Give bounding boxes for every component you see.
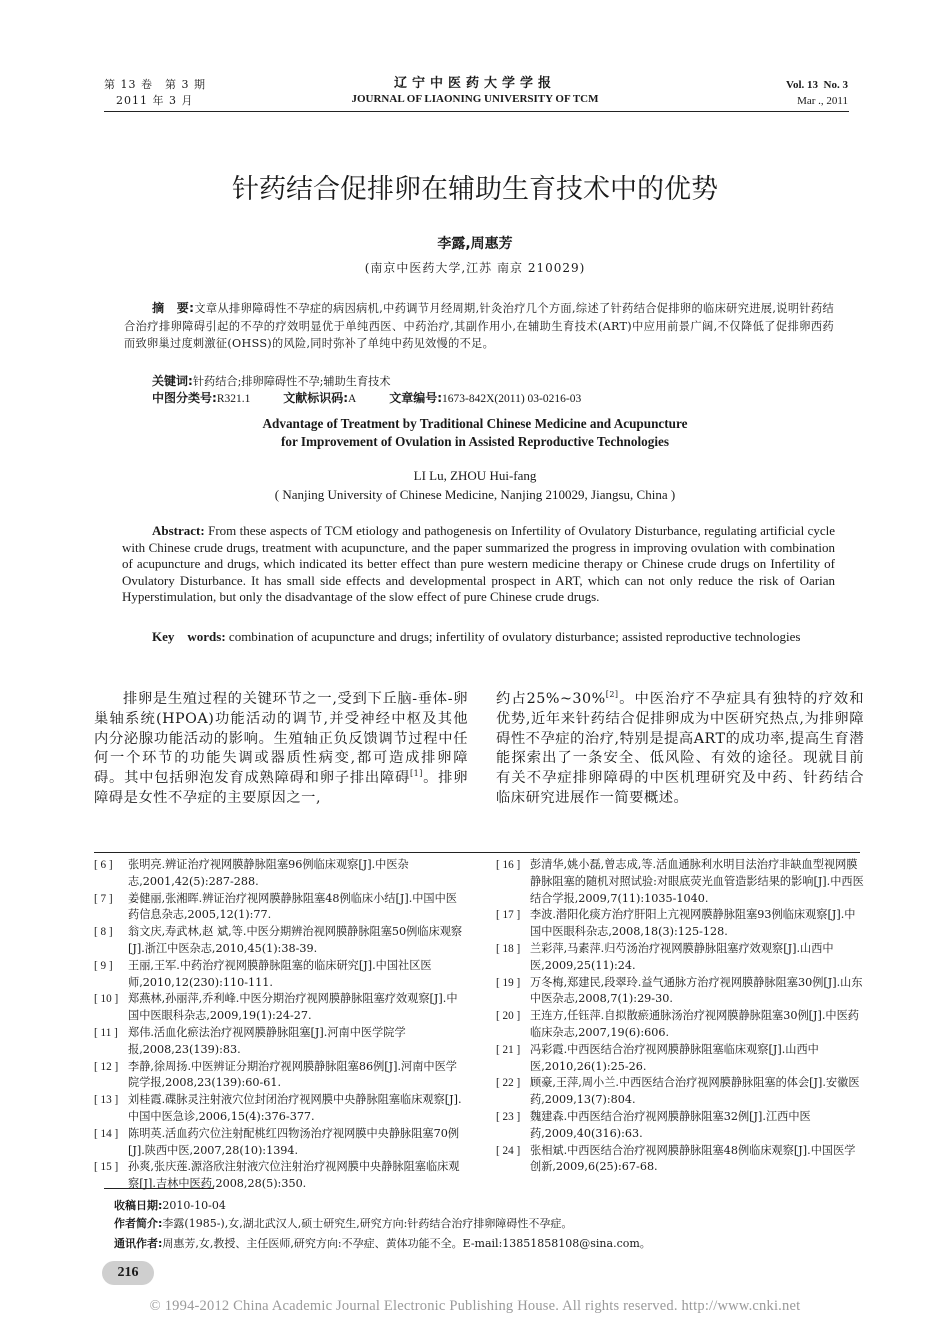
reference-text: 孙爽,张庆莲.源洛欣注射液穴位注射治疗视网膜中央静脉阻塞临床观察[J].吉林中医药,2008,28(5):350.: [128, 1160, 460, 1191]
reference-text: 李静,徐周扬.中医辨证分期治疗视网膜静脉阻塞86例[J].河南中医学院学报,2008,23(139):60-61.: [128, 1059, 457, 1090]
body-right-text-a: 约占25%~30%: [496, 691, 606, 707]
body-text-right: [496, 690, 864, 809]
header-issue: [104, 77, 206, 109]
reference-text: 兰彩萍,马素萍.归芍汤治疗视网膜静脉阻塞疗效观察[J].山西中医,2009,25(11):24.: [530, 941, 834, 972]
references-right: [496, 857, 864, 1176]
reference-text: 冯彩霞.中西医结合治疗视网膜静脉阻塞临床观察[J].山西中医,2010,26(1):25-26.: [530, 1042, 819, 1073]
reference-item: [496, 1143, 864, 1177]
reference-number: [ 14 ]: [94, 1127, 119, 1140]
article-authors-en: LI Lu, ZHOU Hui-fang: [413, 468, 537, 483]
reference-item: [94, 857, 468, 891]
reference-number: [ 12 ]: [94, 1060, 119, 1073]
header-rule: [104, 111, 849, 112]
reference-number: [ 21 ]: [496, 1043, 521, 1056]
header-date: 2011 年 3 月: [116, 94, 194, 107]
body-left-text-b: 。排卵障碍是女性不孕症的主要原因之一,: [94, 770, 469, 806]
article-affiliation-en: ( Nanjing University of Chinese Medicine, Nanjing 210029, Jiangsu, China ): [274, 487, 676, 502]
reference-number: [ 9 ]: [94, 959, 113, 972]
reference-number: [ 20 ]: [496, 1010, 521, 1023]
references-left: [94, 857, 468, 1193]
reference-item: [94, 924, 468, 958]
footnote-rule: [104, 1188, 214, 1189]
reference-item: [496, 1042, 864, 1076]
reference-item: [496, 1008, 864, 1042]
keywords-cn-label: 关键词:: [152, 374, 193, 388]
keywords-cn-text: 针药结合;排卵障碍性不孕;辅助生育技术: [192, 375, 391, 388]
page-number: 216: [102, 1261, 154, 1285]
reference-text: 刘桂霞.碟脉灵注射液穴位封闭治疗视网膜中央静脉阻塞临床观察[J].中国中医急诊,2006,15(4):376-377.: [128, 1093, 462, 1123]
reference-text: 陈明英.活血药穴位注射配桃红四物汤治疗视网膜中央静脉阻塞70例[J].陕西中医,2007,28(10):1394.: [128, 1126, 460, 1157]
journal-name-cn: 辽宁中医药大学学报: [393, 76, 556, 91]
journal-name-en: JOURNAL OF LIAONING UNIVERSITY OF TCM: [351, 93, 599, 105]
reference-number: [ 22 ]: [496, 1077, 521, 1090]
reference-item: [94, 1025, 468, 1059]
author-bio-value: 李露(1985-),女,湖北武汉人,硕士研究生,研究方向:针药结合治疗排卵障碍性不孕症。: [162, 1217, 573, 1230]
footnote-received: [114, 1198, 226, 1214]
reference-number: [ 24 ]: [496, 1144, 521, 1157]
reference-number: [ 8 ]: [94, 926, 113, 939]
header-volume-issue: 第 13 卷 第 3 期: [104, 78, 206, 91]
clc-label: 中图分类号:: [152, 391, 217, 405]
reference-item: [496, 975, 864, 1009]
header-vol: Vol. 13: [786, 79, 819, 91]
reference-text: 姜健丽,张湘晖.辨证治疗视网膜静脉阻塞48例临床小结[J].中国中医药信息杂志,2005,12(1):77.: [128, 891, 457, 922]
reference-text: 顾豪,王萍,周小兰.中西医结合治疗视网膜静脉阻塞的体会[J].安徽医药,2009,13(7):804.: [530, 1076, 860, 1107]
reference-number: [ 23 ]: [496, 1110, 521, 1123]
body-text-left: [94, 690, 468, 809]
classification-row: [152, 390, 792, 408]
received-value: 2010-10-04: [162, 1199, 226, 1212]
reference-item: [94, 1126, 468, 1160]
keywords-en-label: Key words:: [152, 629, 226, 644]
body-right-text-b: 。中医治疗不孕症具有独特的疗效和优势,近年来针药结合促排卵成为中医研究热点,为排卵障碍性不孕症的治疗,特别是提高ART的成功率,提高生育潜能探索出了一条安全、低风险、有效的途径。现就目前有关不孕症排卵障碍的中医机理研究及中药、针药结合临床研究进展作一简要概述。: [496, 691, 864, 806]
reference-item: [496, 1075, 864, 1109]
reference-number: [ 6 ]: [94, 859, 113, 871]
abstract-cn-label: 摘 要:: [152, 301, 195, 315]
header-vol-en: [738, 77, 848, 109]
abstract-cn-text: 文章从排卵障碍性不孕症的病因病机,中药调节月经周期,针灸治疗几个方面,综述了针药结合促排卵的临床研究进展,说明针药结合治疗排卵障碍引起的不孕的疗效明显优于单纯西医、中药治疗,其副作用小,在辅助生育技术(ART)中应用前景广阔,不仅降低了促排卵西药而致卵巢过度刺激征(OHSS)的风险,同时弥补了单纯中药见效慢的不足。: [124, 302, 834, 350]
reference-item: [496, 1109, 864, 1143]
article-no-label: 文章编号:: [389, 391, 443, 405]
reference-text: 张明亮.辨证治疗视网膜静脉阻塞96例临床观察[J].中医杂志,2001,42(5):287-288.: [128, 858, 409, 888]
reference-number: [ 11 ]: [94, 1026, 118, 1039]
article-title-en-line1: Advantage of Treatment by Traditional Chinese Medicine and Acupuncture: [262, 416, 688, 431]
reference-text: 王丽,王军.中药治疗视网膜静脉阻塞的临床研究[J].中国社区医师,2010,12(230):110-111.: [128, 958, 432, 989]
abstract-cn: [124, 300, 834, 353]
citation-2: [2]: [605, 690, 619, 700]
copyright-notice: © 1994-2012 China Academic Journal Electronic Publishing House. All rights reserved. http://www.cnki.net: [149, 1298, 801, 1314]
article-no-value: 1673-842X(2011) 03-0216-03: [442, 393, 582, 405]
reference-text: 郑燕林,孙丽萍,乔利峰.中医分期治疗视网膜静脉阻塞疗效观察[J].中国中医眼科杂志,2009,19(1):24-27.: [128, 992, 458, 1023]
footnote-author-bio: [114, 1216, 572, 1232]
reference-number: [ 18 ]: [496, 942, 521, 955]
corresponding-label: 通讯作者:: [114, 1237, 163, 1250]
reference-text: 翁文庆,寿武林,赵 斌,等.中医分期辨治视网膜静脉阻塞50例临床观察[J].浙江中医杂志,2010,45(1):38-39.: [128, 925, 463, 955]
reference-text: 王连方,任钰萍.自拟散瘀通脉汤治疗视网膜静脉阻塞30例[J].中医药临床杂志,2007,19(6):606.: [530, 1009, 859, 1039]
article-title: 针药结合促排卵在辅助生育技术中的优势: [232, 174, 718, 205]
reference-number: [ 17 ]: [496, 909, 521, 922]
received-label: 收稿日期:: [114, 1199, 163, 1212]
article-title-en: [130, 415, 820, 451]
reference-text: 魏建森.中西医结合治疗视网膜静脉阻塞32例[J].江西中医药,2009,40(316):63.: [530, 1109, 811, 1140]
corresponding-value: 周惠芳,女,教授、主任医师,研究方向:不孕症、黄体功能不全。E-mail:13851858108@sina.com。: [162, 1237, 651, 1250]
reference-item: [94, 991, 468, 1025]
reference-item: [94, 891, 468, 925]
reference-item: [496, 907, 864, 941]
body-left-text-a: 排卵是生殖过程的关键环节之一,受到下丘脑-垂体-卵巢轴系统(HPOA)功能活动的调节,并受神经中枢及其他内分泌腺功能活动的影响。生殖轴正负反馈调节过程中任何一个环节的功能失调或器质性病变,都可造成排卵障碍。其中包括卵泡发育成熟障碍和卵子排出障碍: [94, 691, 468, 787]
reference-item: [94, 958, 468, 992]
article-affiliation: (南京中医药大学,江苏 南京 210029): [364, 261, 586, 275]
reference-number: [ 10 ]: [94, 993, 119, 1006]
references-separator: [94, 852, 860, 853]
header-date-en: Mar ., 2011: [797, 95, 848, 107]
reference-item: [496, 941, 864, 975]
author-bio-label: 作者简介:: [114, 1217, 163, 1230]
reference-text: 张相斌.中西医结合治疗视网膜静脉阻塞48例临床观察[J].中国医学创新,2009,6(25):67-68.: [530, 1143, 856, 1174]
journal-name: [290, 76, 660, 107]
clc-value: R321.1: [216, 393, 251, 405]
reference-item: [496, 857, 864, 907]
doc-code-label: 文献标识码:: [283, 391, 349, 405]
reference-text: 郑伟.活血化瘀法治疗视网膜静脉阻塞[J].河南中医学院学报,2008,23(139):83.: [128, 1025, 406, 1056]
reference-item: [94, 1092, 468, 1126]
reference-text: 万冬梅,郑建民,段翠玲.益气通脉方治疗视网膜静脉阻塞30例[J].山东中医杂志,2008,7(1):29-30.: [530, 975, 863, 1006]
article-authors: 李露,周惠芳: [437, 236, 513, 252]
reference-number: [ 7 ]: [94, 892, 113, 905]
abstract-en-text: From these aspects of TCM etiology and pathogenesis on Infertility of Ovulatory Disturbance, regulating artificial cycle with Chinese crude drugs, treatment with acupuncture, and the paper summarized the progress in improving ovulation with combination of acupuncture and drugs, which indicated its better effect than pure western medicine therapy or Chinese crude drugs on Infertility of Ovulatory Disturbance. It has small side effects and developmental prospect in ART, which can not only reduce the risk of Oarian Hyperstimulation, but only the disadvantage of the slow effect of pure Chinese crude drugs.: [122, 523, 835, 605]
reference-number: [ 15 ]: [94, 1161, 119, 1174]
reference-number: [ 13 ]: [94, 1094, 119, 1107]
keywords-cn: [152, 373, 391, 390]
reference-number: [ 16 ]: [496, 859, 521, 871]
reference-text: 彭清华,姚小磊,曾志成,等.活血通脉利水明目法治疗非缺血型视网膜静脉阻塞的随机对照试验:对眼底荧光血管造影结果的影响[J].中西医结合学报,2009,7(11):1035-1040.: [530, 858, 864, 905]
reference-item: [94, 1059, 468, 1093]
reference-number: [ 19 ]: [496, 976, 521, 989]
header-no: No. 3: [823, 79, 848, 91]
keywords-en-text: combination of acupuncture and drugs; infertility of ovulatory disturbance; assisted reproductive technologies: [225, 629, 801, 644]
citation-1: [1]: [410, 769, 423, 779]
keywords-en: [122, 628, 835, 645]
reference-text: 李波.潜阳化痰方治疗肝阳上亢视网膜静脉阻塞93例临床观察[J].中国中医眼科杂志,2008,18(3):125-128.: [530, 908, 856, 939]
abstract-en-label: Abstract:: [152, 523, 205, 538]
article-title-en-line2: for Improvement of Ovulation in Assisted Reproductive Technologies: [281, 434, 669, 449]
doc-code-value: A: [348, 393, 357, 405]
footnote-corresponding: [114, 1236, 651, 1252]
abstract-en: [122, 523, 835, 606]
